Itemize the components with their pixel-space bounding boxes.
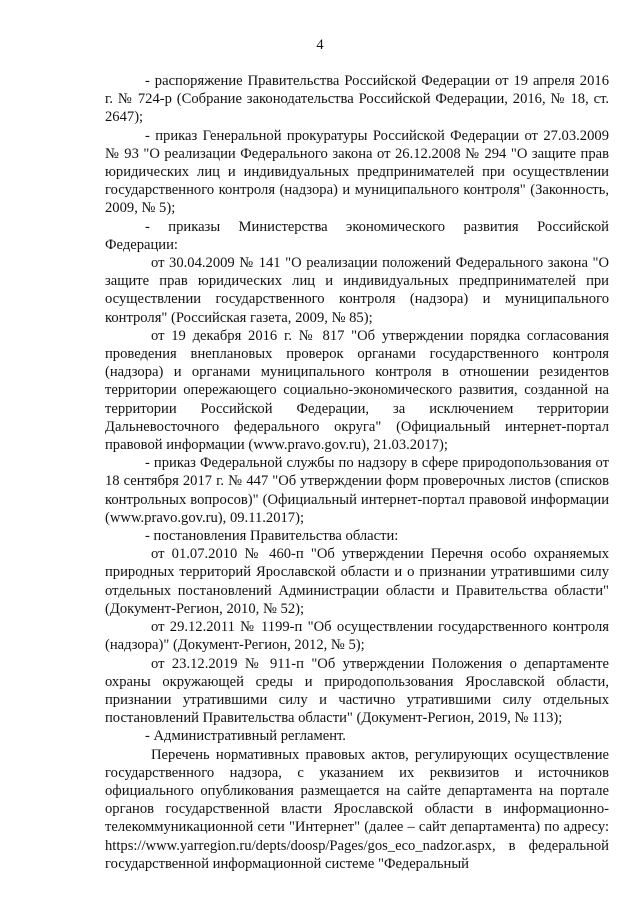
- paragraph-prosecutor-order-93: - приказ Генеральной прокуратуры Российской Федерации от 27.03.2009 № 93 "О реализации Федерального закона от 26.12.2008 № 294 "О защите прав юридических лиц и индивидуальных предпринимателей при осуществлении государственного контроля (надзора) и муниципального контроля" (Законность, 2009, № 5);: [105, 127, 609, 217]
- paragraph-decree-724r: - распоряжение Правительства Российской Федерации от 19 апреля 2016 г. № 724-р (Собрание законодательства Российской Федерации, 2016, № 18, ст. 2647);: [105, 73, 609, 126]
- paragraph-order-817: от 19 декабря 2016 г. № 817 "Об утверждении порядка согласования проведения внеплановых проверок органами государственного контроля (надзора) и органами муниципального контроля в отношении резидентов территории опережающего социально-экономического развития, созданной на территории Российской Федерации, за исключением территории Дальневосточного федерального округа" (Официальный интернет-портал правовой информации (www.pravo.gov.ru), 21.03.2017);: [105, 327, 609, 454]
- paragraph-regional-resolutions-heading: - постановления Правительства области:: [145, 528, 399, 545]
- paragraph-legal-acts-list: Перечень нормативных правовых актов, регулирующих осуществление государственного надзора, с указанием их реквизитов и источников официального опубликования размещается на сайте департамента на портале органов государственной власти Ярославской области в информационно-телекоммуникационной сети "Интернет" (далее – сайт департамента) по адресу: https://www.yarregion.ru/depts/doosp/Pages/gos_eco_nadzor.aspx, в федеральной государственной информационной системе "Федеральный: [105, 746, 609, 872]
- document-body: [105, 72, 609, 873]
- page-number: 4: [316, 37, 324, 53]
- paragraph-resolution-1199p: от 29.12.2011 № 1199-п "Об осуществлении государственного контроля (надзора)" (Документ-Регион, 2012, № 5);: [105, 619, 609, 654]
- paragraph-resolution-460p: от 01.07.2010 № 460-п "Об утверждении Перечня особо охраняемых природных территорий Ярославской области и о признании утратившими силу отдельных постановлений Администрации области и Правительства области" (Документ-Регион, 2010, № 52);: [105, 546, 609, 617]
- paragraph-admin-regulation: - Административный регламент.: [145, 728, 346, 745]
- paragraph-order-447: - приказ Федеральной службы по надзору в сфере природопользования от 18 сентября 2017 г. № 447 "Об утверждении форм проверочных листов (списков контрольных вопросов)" (Официальный интернет-портал правовой информации (www.pravo.gov.ru), 09.11.2017);: [105, 455, 609, 526]
- paragraph-resolution-911p: от 23.12.2019 № 911-п "Об утверждении Положения о департаменте охраны окружающей среды и природопользования Ярославской области, признании утратившими силу и частично утратившими силу отдельных постановлений Правительства области" (Документ-Регион, 2019, № 113);: [105, 655, 609, 727]
- paragraph-order-141: от 30.04.2009 № 141 "О реализации положений Федерального закона "О защите прав юридических лиц и индивидуальных предпринимателей при осуществлении государственного контроля (надзора) и муниципального контроля" (Российская газета, 2009, № 85);: [105, 255, 609, 326]
- paragraph-ministry-orders-heading: - приказы Министерства экономического развития Российской Федерации:: [105, 218, 609, 253]
